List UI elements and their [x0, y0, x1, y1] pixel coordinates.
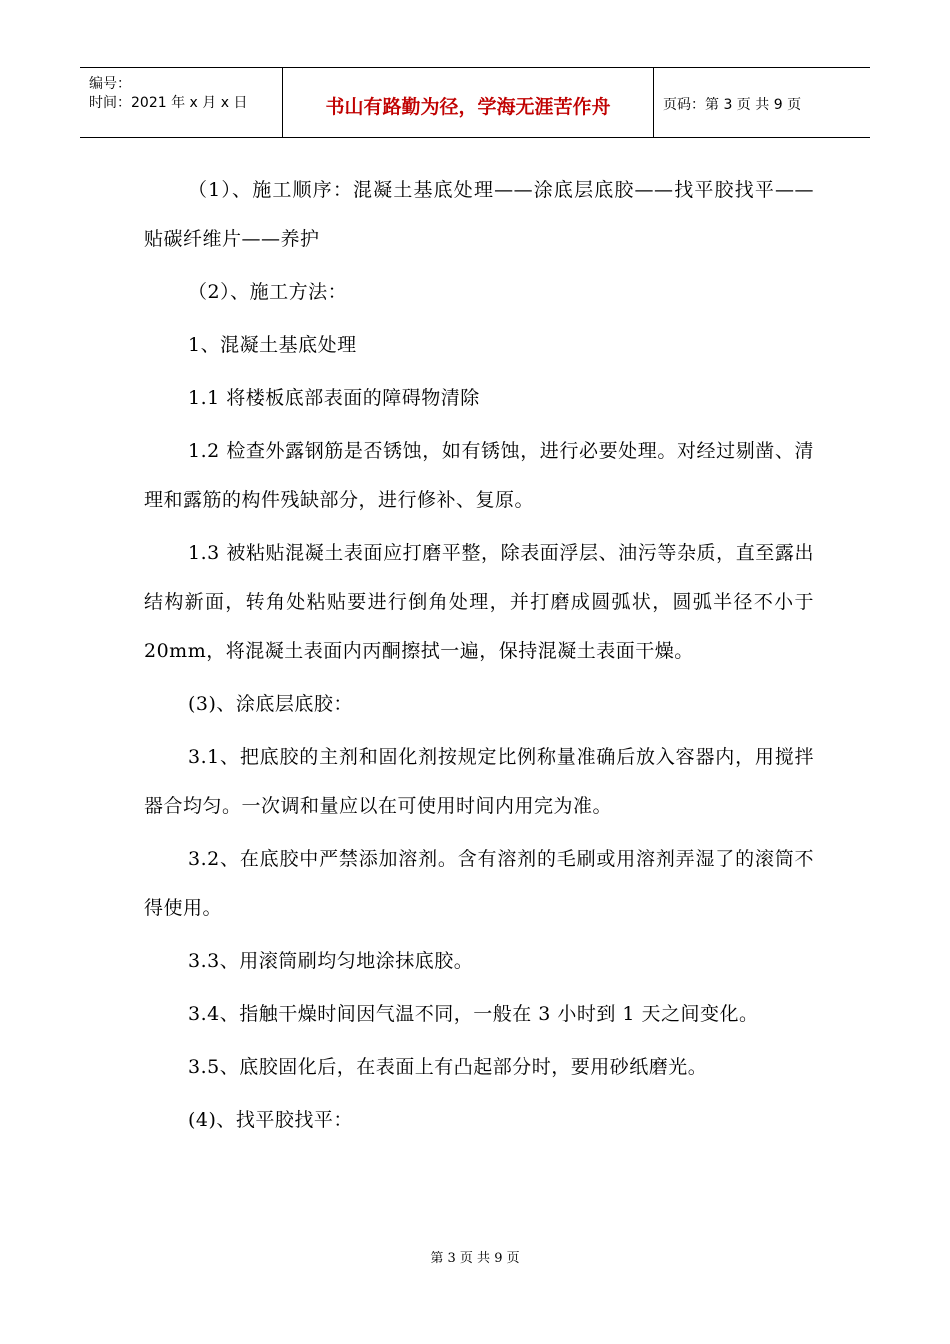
paragraph-3-3: 3.3、用滚筒刷均匀地涂抹底胶。 — [188, 950, 474, 972]
paragraph-construction-sequence: （1）、施工顺序：混凝土基底处理——涂底层底胶——找平胶找平——贴碳纤维片——养护 — [144, 179, 814, 250]
header-motto: 书山有路勤为径，学海无涯苦作舟 — [325, 96, 611, 118]
header-info-cell — [80, 68, 283, 137]
paragraph-leveling-heading: (4)、找平胶找平： — [188, 1109, 353, 1131]
paragraph-3-5: 3.5、底胶固化后，在表面上有凸起部分时，要用砂纸磨光。 — [188, 1056, 708, 1078]
document-date: 时间：2021 年 x 月 x 日 — [89, 95, 248, 111]
paragraph-1-2: 1.2 检查外露钢筋是否锈蚀，如有锈蚀，进行必要处理。对经过剔凿、清理和露筋的构件残缺部分，进行修补、复原。 — [144, 440, 814, 511]
header-page-cell — [654, 68, 870, 137]
paragraph-1-1: 1.1 将楼板底部表面的障碍物清除 — [188, 387, 480, 409]
paragraph-concrete-base-treatment: 1、混凝土基底处理 — [188, 334, 357, 356]
page-footer: 第 3 页 共 9 页 — [430, 1251, 520, 1266]
document-header — [80, 67, 870, 138]
paragraph-3-1: 3.1、把底胶的主剂和固化剂按规定比例称量准确后放入容器内，用搅拌器合均匀。一次调和量应以在可使用时间内用完为准。 — [144, 746, 814, 817]
paragraph-1-3: 1.3 被粘贴混凝土表面应打磨平整，除表面浮层、油污等杂质，直至露出结构新面，转角处粘贴要进行倒角处理，并打磨成圆弧状，圆弧半径不小于 20mm，将混凝土表面内丙酮擦拭一遍，保持混凝土表面干燥。 — [144, 542, 814, 662]
paragraph-3-2: 3.2、在底胶中严禁添加溶剂。含有溶剂的毛刷或用溶剂弄湿了的滚筒不得使用。 — [144, 848, 814, 919]
document-body — [144, 166, 814, 1149]
document-number-label: 编号： — [89, 76, 131, 92]
header-motto-cell — [283, 68, 654, 137]
header-page-code: 页码：第 3 页 共 9 页 — [663, 97, 802, 113]
paragraph-construction-method: （2）、施工方法： — [188, 281, 348, 303]
paragraph-3-4: 3.4、指触干燥时间因气温不同，一般在 3 小时到 1 天之间变化。 — [188, 1003, 759, 1025]
paragraph-primer-heading: (3)、涂底层底胶： — [188, 693, 353, 715]
